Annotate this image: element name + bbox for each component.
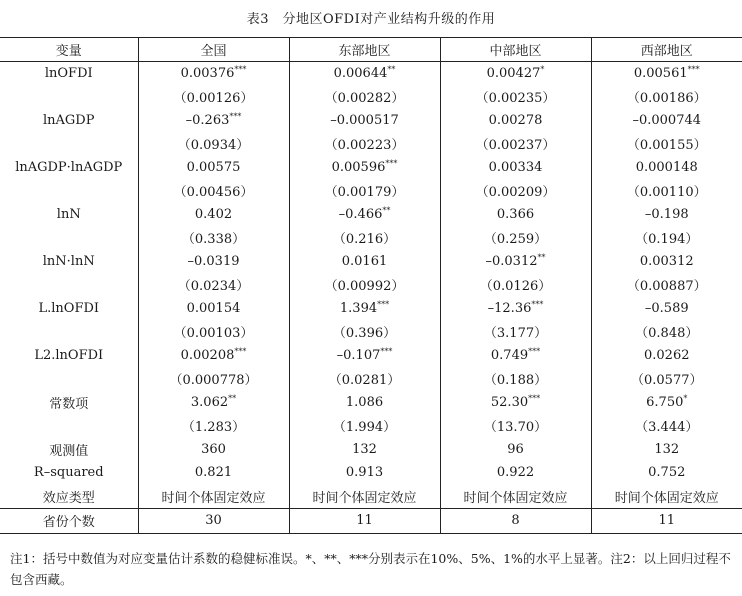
table-cell xyxy=(591,203,742,227)
cell-value: 0.000148 xyxy=(635,159,698,175)
significance-stars: *** xyxy=(229,111,242,121)
table-cell xyxy=(138,273,289,297)
table-cell xyxy=(591,109,742,133)
cell-value: 3.062 xyxy=(190,394,229,410)
table-cell xyxy=(440,297,591,321)
table-cell xyxy=(289,485,440,509)
cell-value: （0.00887） xyxy=(626,279,707,295)
table-row xyxy=(0,297,742,321)
cell-value: 0.00575 xyxy=(186,159,241,175)
cell-value: （0.396） xyxy=(332,326,397,342)
cell-value: （0.00282） xyxy=(324,91,405,107)
cell-value: （0.259） xyxy=(483,232,548,248)
table-cell xyxy=(591,461,742,485)
table-cell xyxy=(138,344,289,368)
cell-value: 0.821 xyxy=(194,465,233,481)
cell-value: 8 xyxy=(511,513,520,528)
table-cell xyxy=(289,179,440,203)
table-row xyxy=(0,320,742,344)
table-cell xyxy=(440,179,591,203)
cell-value: 6.750 xyxy=(646,394,684,410)
cell-value: （0.00126） xyxy=(173,91,254,107)
table-cell xyxy=(591,156,742,180)
cell-value: （0.00155） xyxy=(626,138,707,154)
table-cell xyxy=(138,85,289,109)
cell-value: 52.30 xyxy=(490,394,529,410)
cell-value: （0.0577） xyxy=(631,373,703,389)
cell-value: 132 xyxy=(654,441,680,457)
table-cell xyxy=(591,179,742,203)
table-cell xyxy=(138,508,289,533)
table-row xyxy=(0,344,742,368)
cell-value: （0.216） xyxy=(332,232,397,248)
table-cell xyxy=(591,367,742,391)
row-label xyxy=(0,273,138,297)
table-cell xyxy=(289,320,440,344)
table-cell xyxy=(138,179,289,203)
cell-value: –0.000517 xyxy=(330,112,399,128)
table-cell xyxy=(591,508,742,533)
table-title: 表3 分地区OFDI对产业结构升级的作用 xyxy=(246,12,496,27)
cell-value: （0.00186） xyxy=(626,91,707,107)
table-note: 注1：括号中数值为对应变量估计系数的稳健标准误。*、**、***分别表示在10%、5%、1%的水平上显著。注2：以上回归过程不包含西藏。 xyxy=(10,551,731,587)
table-cell xyxy=(591,391,742,415)
cell-value: –0.589 xyxy=(644,300,689,316)
cell-value: （0.00110） xyxy=(626,185,707,201)
row-label: R–squared xyxy=(33,465,104,481)
table-cell xyxy=(440,367,591,391)
table-row xyxy=(0,438,742,462)
table-cell xyxy=(138,414,289,438)
significance-stars: * xyxy=(683,393,688,403)
table-cell xyxy=(440,132,591,156)
cell-value: –0.263 xyxy=(185,112,230,128)
header-national: 全国 xyxy=(138,38,289,62)
table-row xyxy=(0,414,742,438)
table-cell xyxy=(591,226,742,250)
table-cell xyxy=(440,438,591,462)
table-cell xyxy=(138,62,289,86)
significance-stars: *** xyxy=(528,346,541,356)
table-cell xyxy=(440,508,591,533)
header-variable: 变量 xyxy=(0,38,138,62)
table-row xyxy=(0,461,742,485)
table-cell xyxy=(138,461,289,485)
table-cell xyxy=(289,109,440,133)
cell-value: 0.00596 xyxy=(331,159,386,175)
table-cell xyxy=(289,85,440,109)
cell-value: 时间个体固定效应 xyxy=(161,490,266,506)
table-cell xyxy=(138,485,289,509)
cell-value: 0.0161 xyxy=(341,253,388,269)
cell-value: 132 xyxy=(352,441,377,457)
table-cell xyxy=(289,414,440,438)
cell-value: 0.00334 xyxy=(488,159,543,175)
cell-value: 0.366 xyxy=(496,206,535,222)
row-label xyxy=(0,226,138,250)
table-cell xyxy=(138,203,289,227)
table-cell xyxy=(440,461,591,485)
significance-stars: *** xyxy=(385,158,398,168)
table-cell xyxy=(138,297,289,321)
table-row xyxy=(0,250,742,274)
header-east: 东部地区 xyxy=(289,38,440,62)
significance-stars: *** xyxy=(531,299,544,309)
cell-value: –0.466 xyxy=(338,206,383,222)
cell-value: –0.107 xyxy=(336,347,381,363)
header-row xyxy=(0,38,742,62)
header-central: 中部地区 xyxy=(440,38,591,62)
significance-stars: * xyxy=(540,65,545,74)
cell-value: （0.848） xyxy=(635,326,699,342)
table-cell xyxy=(138,438,289,462)
table-cell xyxy=(289,156,440,180)
table-cell xyxy=(289,367,440,391)
table-cell xyxy=(138,391,289,415)
row-label xyxy=(0,320,138,344)
row-label: L2.lnOFDI xyxy=(34,347,104,363)
row-label: lnAGDP·lnAGDP xyxy=(15,159,123,175)
significance-stars: ** xyxy=(387,65,396,74)
significance-stars: *** xyxy=(234,346,247,356)
significance-stars: *** xyxy=(377,299,390,309)
table-cell xyxy=(289,203,440,227)
table-cell xyxy=(138,250,289,274)
table-cell xyxy=(440,344,591,368)
cell-value: 0.00561 xyxy=(633,66,688,81)
table-cell xyxy=(289,344,440,368)
table-row-last xyxy=(0,508,742,533)
table-cell xyxy=(440,391,591,415)
table-cell xyxy=(289,508,440,533)
cell-value: （0.0281） xyxy=(328,373,401,389)
table-cell xyxy=(591,132,742,156)
table-cell xyxy=(440,109,591,133)
cell-value: 0.00376 xyxy=(180,66,235,81)
cell-value: –0.0319 xyxy=(187,253,240,269)
cell-value: 0.00278 xyxy=(488,112,543,128)
cell-value: （13.70） xyxy=(483,420,548,436)
cell-value: （3.177） xyxy=(483,326,548,342)
significance-stars: *** xyxy=(380,346,393,356)
cell-value: （0.0234） xyxy=(177,279,250,295)
table-row xyxy=(0,273,742,297)
cell-value: 0.0262 xyxy=(644,347,690,363)
table-cell xyxy=(591,344,742,368)
cell-value: （0.188） xyxy=(483,373,548,389)
table-row xyxy=(0,485,742,509)
row-label: 观测值 xyxy=(49,443,89,459)
cell-value: 0.00154 xyxy=(186,300,241,316)
table-row xyxy=(0,391,742,415)
table-cell xyxy=(138,132,289,156)
cell-value: （0.0934） xyxy=(177,138,250,154)
table-row xyxy=(0,179,742,203)
table-cell xyxy=(440,320,591,344)
row-label xyxy=(0,414,138,438)
table-row xyxy=(0,156,742,180)
cell-value: （0.00223） xyxy=(324,138,405,154)
cell-value: –0.198 xyxy=(644,206,689,222)
header-west: 西部地区 xyxy=(591,38,742,62)
table-cell xyxy=(289,62,440,86)
cell-value: （0.0126） xyxy=(479,279,552,295)
significance-stars: ** xyxy=(382,205,391,215)
table-cell xyxy=(440,85,591,109)
table-cell xyxy=(591,62,742,86)
table-row xyxy=(0,85,742,109)
cell-value: 0.00644 xyxy=(333,66,388,81)
row-label xyxy=(0,367,138,391)
table-cell xyxy=(289,273,440,297)
row-label: lnN xyxy=(56,206,81,222)
cell-value: （0.00103） xyxy=(173,326,254,342)
table-row xyxy=(0,367,742,391)
cell-value: （3.444） xyxy=(635,420,699,436)
cell-value: （0.00456） xyxy=(173,185,254,201)
cell-value: –12.36 xyxy=(487,300,532,316)
table-cell xyxy=(591,85,742,109)
table-cell xyxy=(289,132,440,156)
table-cell xyxy=(289,391,440,415)
table-row xyxy=(0,132,742,156)
row-label: 效应类型 xyxy=(42,490,95,506)
cell-value: 0.913 xyxy=(345,465,384,481)
table-cell xyxy=(440,414,591,438)
table-cell xyxy=(440,273,591,297)
cell-value: （0.194） xyxy=(635,232,699,248)
cell-value: （0.00209） xyxy=(475,185,556,201)
significance-stars: *** xyxy=(528,393,541,403)
cell-value: 0.752 xyxy=(648,465,686,481)
cell-value: 时间个体固定效应 xyxy=(312,490,417,506)
cell-value: 0.749 xyxy=(490,347,529,363)
cell-value: –0.0312 xyxy=(485,253,538,269)
table-row xyxy=(0,203,742,227)
cell-value: （0.00179） xyxy=(324,185,405,201)
table-cell xyxy=(289,438,440,462)
row-label xyxy=(0,132,138,156)
cell-value: –0.000744 xyxy=(632,112,702,128)
row-label: 常数项 xyxy=(49,396,89,412)
table-body xyxy=(0,62,742,534)
table-cell xyxy=(138,320,289,344)
cell-value: 0.922 xyxy=(496,465,535,481)
row-label: lnN·lnN xyxy=(42,253,95,269)
table-cell xyxy=(138,367,289,391)
cell-value: （0.00992） xyxy=(324,279,405,295)
table-cell xyxy=(440,203,591,227)
cell-value: 1.394 xyxy=(339,300,378,316)
table-cell xyxy=(440,156,591,180)
regression-table xyxy=(0,37,742,534)
row-label xyxy=(0,179,138,203)
cell-value: 0.00427 xyxy=(486,66,541,81)
cell-value: （1.283） xyxy=(181,420,246,436)
cell-value: 0.402 xyxy=(194,206,233,222)
table-cell xyxy=(440,226,591,250)
table-cell xyxy=(289,250,440,274)
cell-value: 11 xyxy=(356,513,373,528)
table-row xyxy=(0,62,742,86)
significance-stars: ** xyxy=(537,252,546,262)
row-label: L.lnOFDI xyxy=(38,300,100,316)
cell-value: 96 xyxy=(507,441,524,457)
table-cell xyxy=(440,485,591,509)
table-cell xyxy=(289,226,440,250)
table-cell xyxy=(591,485,742,509)
table-row xyxy=(0,109,742,133)
table-cell xyxy=(591,273,742,297)
table-cell xyxy=(591,250,742,274)
table-cell xyxy=(591,297,742,321)
cell-value: （1.994） xyxy=(332,420,397,436)
table-cell xyxy=(289,461,440,485)
row-label: lnOFDI xyxy=(44,66,93,81)
table-cell xyxy=(138,109,289,133)
cell-value: （0.00237） xyxy=(475,138,556,154)
cell-value: （0.000778） xyxy=(169,373,258,389)
cell-value: 11 xyxy=(658,513,676,528)
table-cell xyxy=(440,62,591,86)
significance-stars: *** xyxy=(234,65,247,74)
cell-value: 时间个体固定效应 xyxy=(614,490,719,506)
cell-value: 360 xyxy=(201,441,226,457)
cell-value: 时间个体固定效应 xyxy=(463,490,568,506)
row-label: lnAGDP xyxy=(43,112,95,128)
cell-value: 1.086 xyxy=(345,394,384,410)
table-cell xyxy=(289,297,440,321)
cell-value: 30 xyxy=(205,513,222,528)
cell-value: 0.00312 xyxy=(639,253,694,269)
cell-value: （0.00235） xyxy=(475,91,556,107)
table-cell xyxy=(440,250,591,274)
table-cell xyxy=(138,226,289,250)
table-cell xyxy=(138,156,289,180)
row-label xyxy=(0,85,138,109)
cell-value: （0.338） xyxy=(181,232,246,248)
table-cell xyxy=(591,414,742,438)
significance-stars: *** xyxy=(687,65,700,74)
row-label: 省份个数 xyxy=(0,508,138,533)
table-row xyxy=(0,226,742,250)
table-cell xyxy=(591,320,742,344)
significance-stars: ** xyxy=(228,393,237,403)
cell-value: 0.00208 xyxy=(180,347,235,363)
table-cell xyxy=(591,438,742,462)
